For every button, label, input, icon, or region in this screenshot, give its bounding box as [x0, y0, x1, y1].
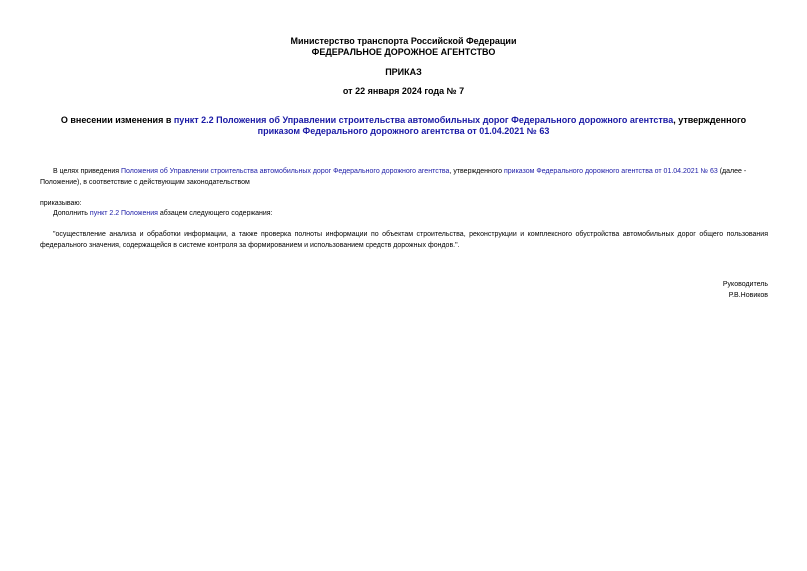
preamble-link-regulation[interactable]: Положения об Управлении строительства автомобильных дорог Федерального дорожного агентства [121, 168, 450, 175]
amendment-suffix: абзацем следующего содержания: [157, 210, 273, 217]
document-date-number: от 22 января 2024 года № 7 [342, 86, 465, 96]
title-middle: , утвержденного [673, 115, 747, 125]
document-title [40, 115, 767, 137]
preamble-middle: , утвержденного [449, 168, 504, 175]
amendment-quote: "осуществление анализа и обработки информации, а также проверка полноты информации по объектам строительства, реконструкции и комплексного обустройства автомобильных дорог общего пользования федерального значения, содержащейся в системе контроля за формированием и использованием средств дорожных фондов.". [40, 231, 768, 249]
ministry-name: Министерство транспорта Российской Федерации [290, 36, 517, 46]
preamble-paragraph [40, 166, 768, 188]
document-header [0, 36, 807, 58]
title-prefix: О внесении изменения в [60, 115, 174, 125]
title-link-order[interactable]: приказом Федерального дорожного агентства от 01.04.2021 № 63 [257, 126, 550, 136]
preamble-suffix: (далее - Положение), в соответствие с действующим законодательством [40, 168, 747, 186]
signatory-position: Руководитель [722, 281, 768, 288]
title-link-regulation[interactable]: пункт 2.2 Положения об Управлении строительства автомобильных дорог Федерального дорожного агентства [173, 115, 674, 125]
document-type: ПРИКАЗ [385, 67, 422, 77]
signature-block [723, 279, 768, 301]
orders-line: приказываю: [40, 200, 82, 207]
amendment-paragraph [40, 208, 768, 219]
amendment-link-clause[interactable]: пункт 2.2 Положения [89, 210, 158, 217]
preamble-prefix: В целях приведения [53, 168, 121, 175]
signatory-name: Р.В.Новиков [728, 292, 768, 299]
amendment-prefix: Дополнить [53, 210, 90, 217]
preamble-link-order[interactable]: приказом Федерального дорожного агентства от 01.04.2021 № 63 [503, 168, 718, 175]
agency-name: ФЕДЕРАЛЬНОЕ ДОРОЖНОЕ АГЕНТСТВО [311, 47, 496, 57]
